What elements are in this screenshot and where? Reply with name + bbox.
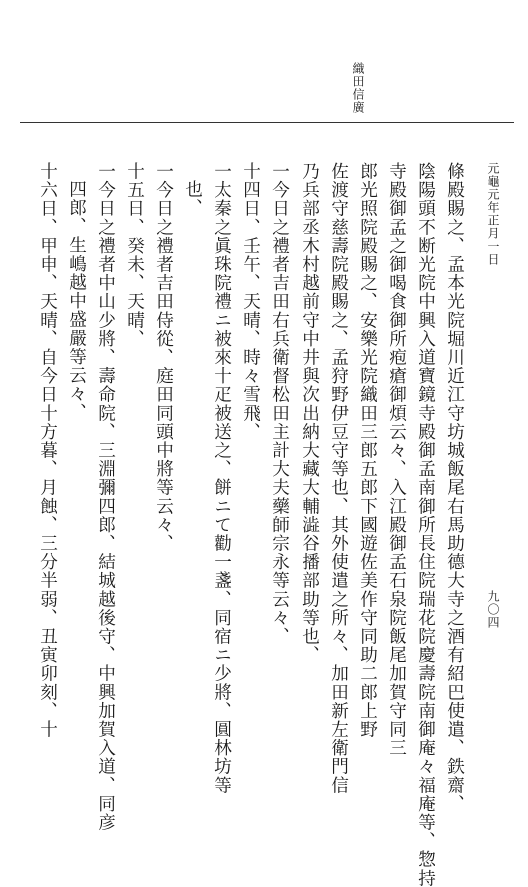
page-number: 九〇四 (486, 590, 500, 629)
day-heading-line: 十六日、甲申、天晴、自今日十方暮、月蝕、三分半弱、丑寅卯刻、十 (37, 162, 58, 739)
text-line: 條殿賜之、孟本光院堀川近江守坊城飯尾右馬助德大寺之酒有紹巴使遣、鉄齋、 (444, 162, 465, 813)
text-line: 陰陽頭不断光院中興入道寶鏡寺殿御孟南御所長住院瑞花院慶壽院南御庵々福庵等、惣持 (415, 162, 436, 887)
running-head-date: 元龜元年正月一日 (486, 162, 500, 266)
day-heading-line: 十四日、壬午、天晴、時々雪飛、 (240, 162, 261, 441)
day-heading-line: 十五日、癸未、天晴、 (124, 162, 145, 348)
text-line: 佐渡守慈壽院殿賜之、孟狩野伊豆守等也、其外使遣之所々、加田新左衛門信 (328, 162, 349, 795)
text-line: 郎光照院殿賜之、安樂光院織田三郎五郎下國遊佐美作守同助二郎上野 (357, 162, 378, 739)
text-line: 一今日之禮者吉田侍從、庭田同頭中將等云々、 (153, 162, 174, 553)
text-line: 寺殿御孟之御喝食御所疱瘡御煩云々、入江殿御孟石泉院飯尾加賀守同三 (386, 162, 407, 758)
text-line: 乃兵部丞木村越前守中井與次出納大藏大輔澁谷播部助等也、 (299, 162, 320, 665)
header-rule (20, 122, 514, 123)
text-line: 也、 (182, 180, 203, 218)
text-line: 四郎、生嶋越中盛嚴等云々、 (66, 180, 87, 422)
text-line: 一太秦之眞珠院禮ニ被來十疋被送之、餅ニて勸一盞、同宿ニ少將、圓林坊等 (211, 162, 232, 795)
text-line: 一今日之禮者中山少將、壽命院、三淵彌四郎、結城越後守、中興加賀入道、同彦 (95, 162, 116, 832)
text-line: 一今日之禮者吉田右兵衛督松田主計大夫藥師宗永等云々、 (269, 162, 290, 646)
header-title: 織田信廣 (351, 62, 365, 114)
